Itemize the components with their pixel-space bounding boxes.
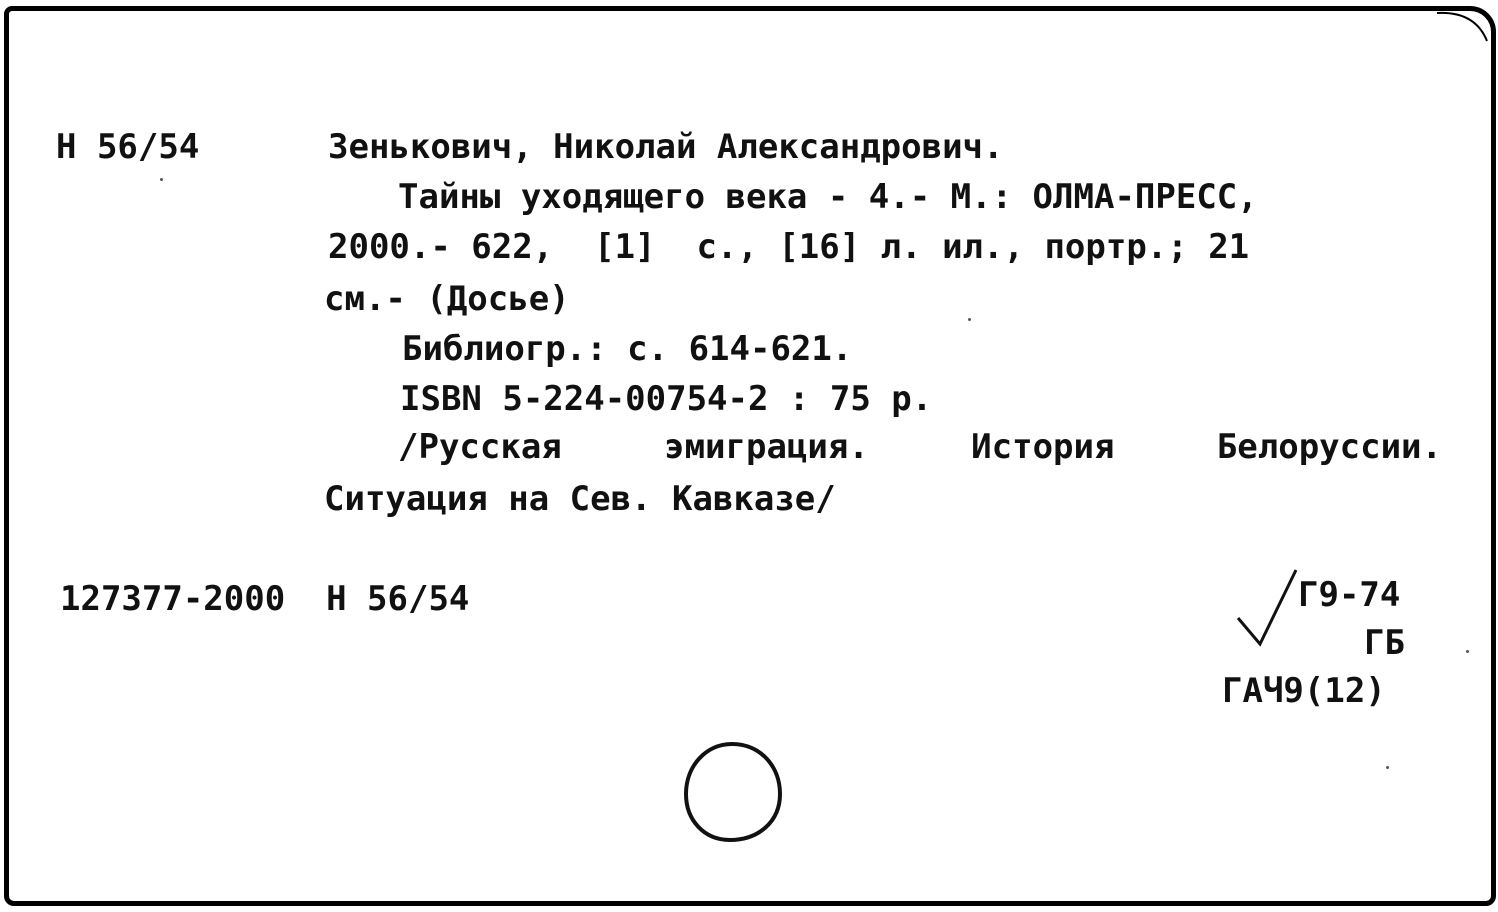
bibliography-note: Библиогр.: с. 614-621.	[402, 329, 853, 369]
paper-speck	[1386, 766, 1389, 769]
punch-hole-circle	[680, 740, 784, 844]
classification-code-1: Г9-74	[1298, 575, 1401, 615]
title-line-1: Тайны уходящего века - 4.- М.: ОЛМА-ПРЕСС,	[398, 177, 1258, 217]
author-line: Зенькович, Николай Александрович.	[328, 127, 1004, 167]
title-line-2: 2000.- 622, [1] с., [16] л. ил., портр.; 21	[328, 227, 1250, 267]
checkmark-icon	[1232, 566, 1302, 650]
shelfmark-top: Н 56/54	[56, 127, 200, 167]
inventory-number: 127377-2000 Н 56/54	[60, 579, 470, 619]
paper-speck	[160, 178, 163, 181]
title-line-3: см.- (Досье)	[324, 279, 570, 319]
subjects-line-2: Ситуация на Сев. Кавказе/	[324, 479, 836, 519]
paper-speck	[1466, 650, 1469, 653]
isbn-price: ISBN 5-224-00754-2 : 75 р.	[400, 379, 933, 419]
classification-code-3: ГАЧ9(12)	[1222, 671, 1386, 711]
subjects-line-1: /Русская эмиграция. История Белоруссии.	[398, 427, 1442, 467]
classification-code-2: ГБ	[1364, 623, 1405, 663]
card-corner-curve	[1435, 7, 1495, 47]
paper-speck	[968, 318, 971, 321]
